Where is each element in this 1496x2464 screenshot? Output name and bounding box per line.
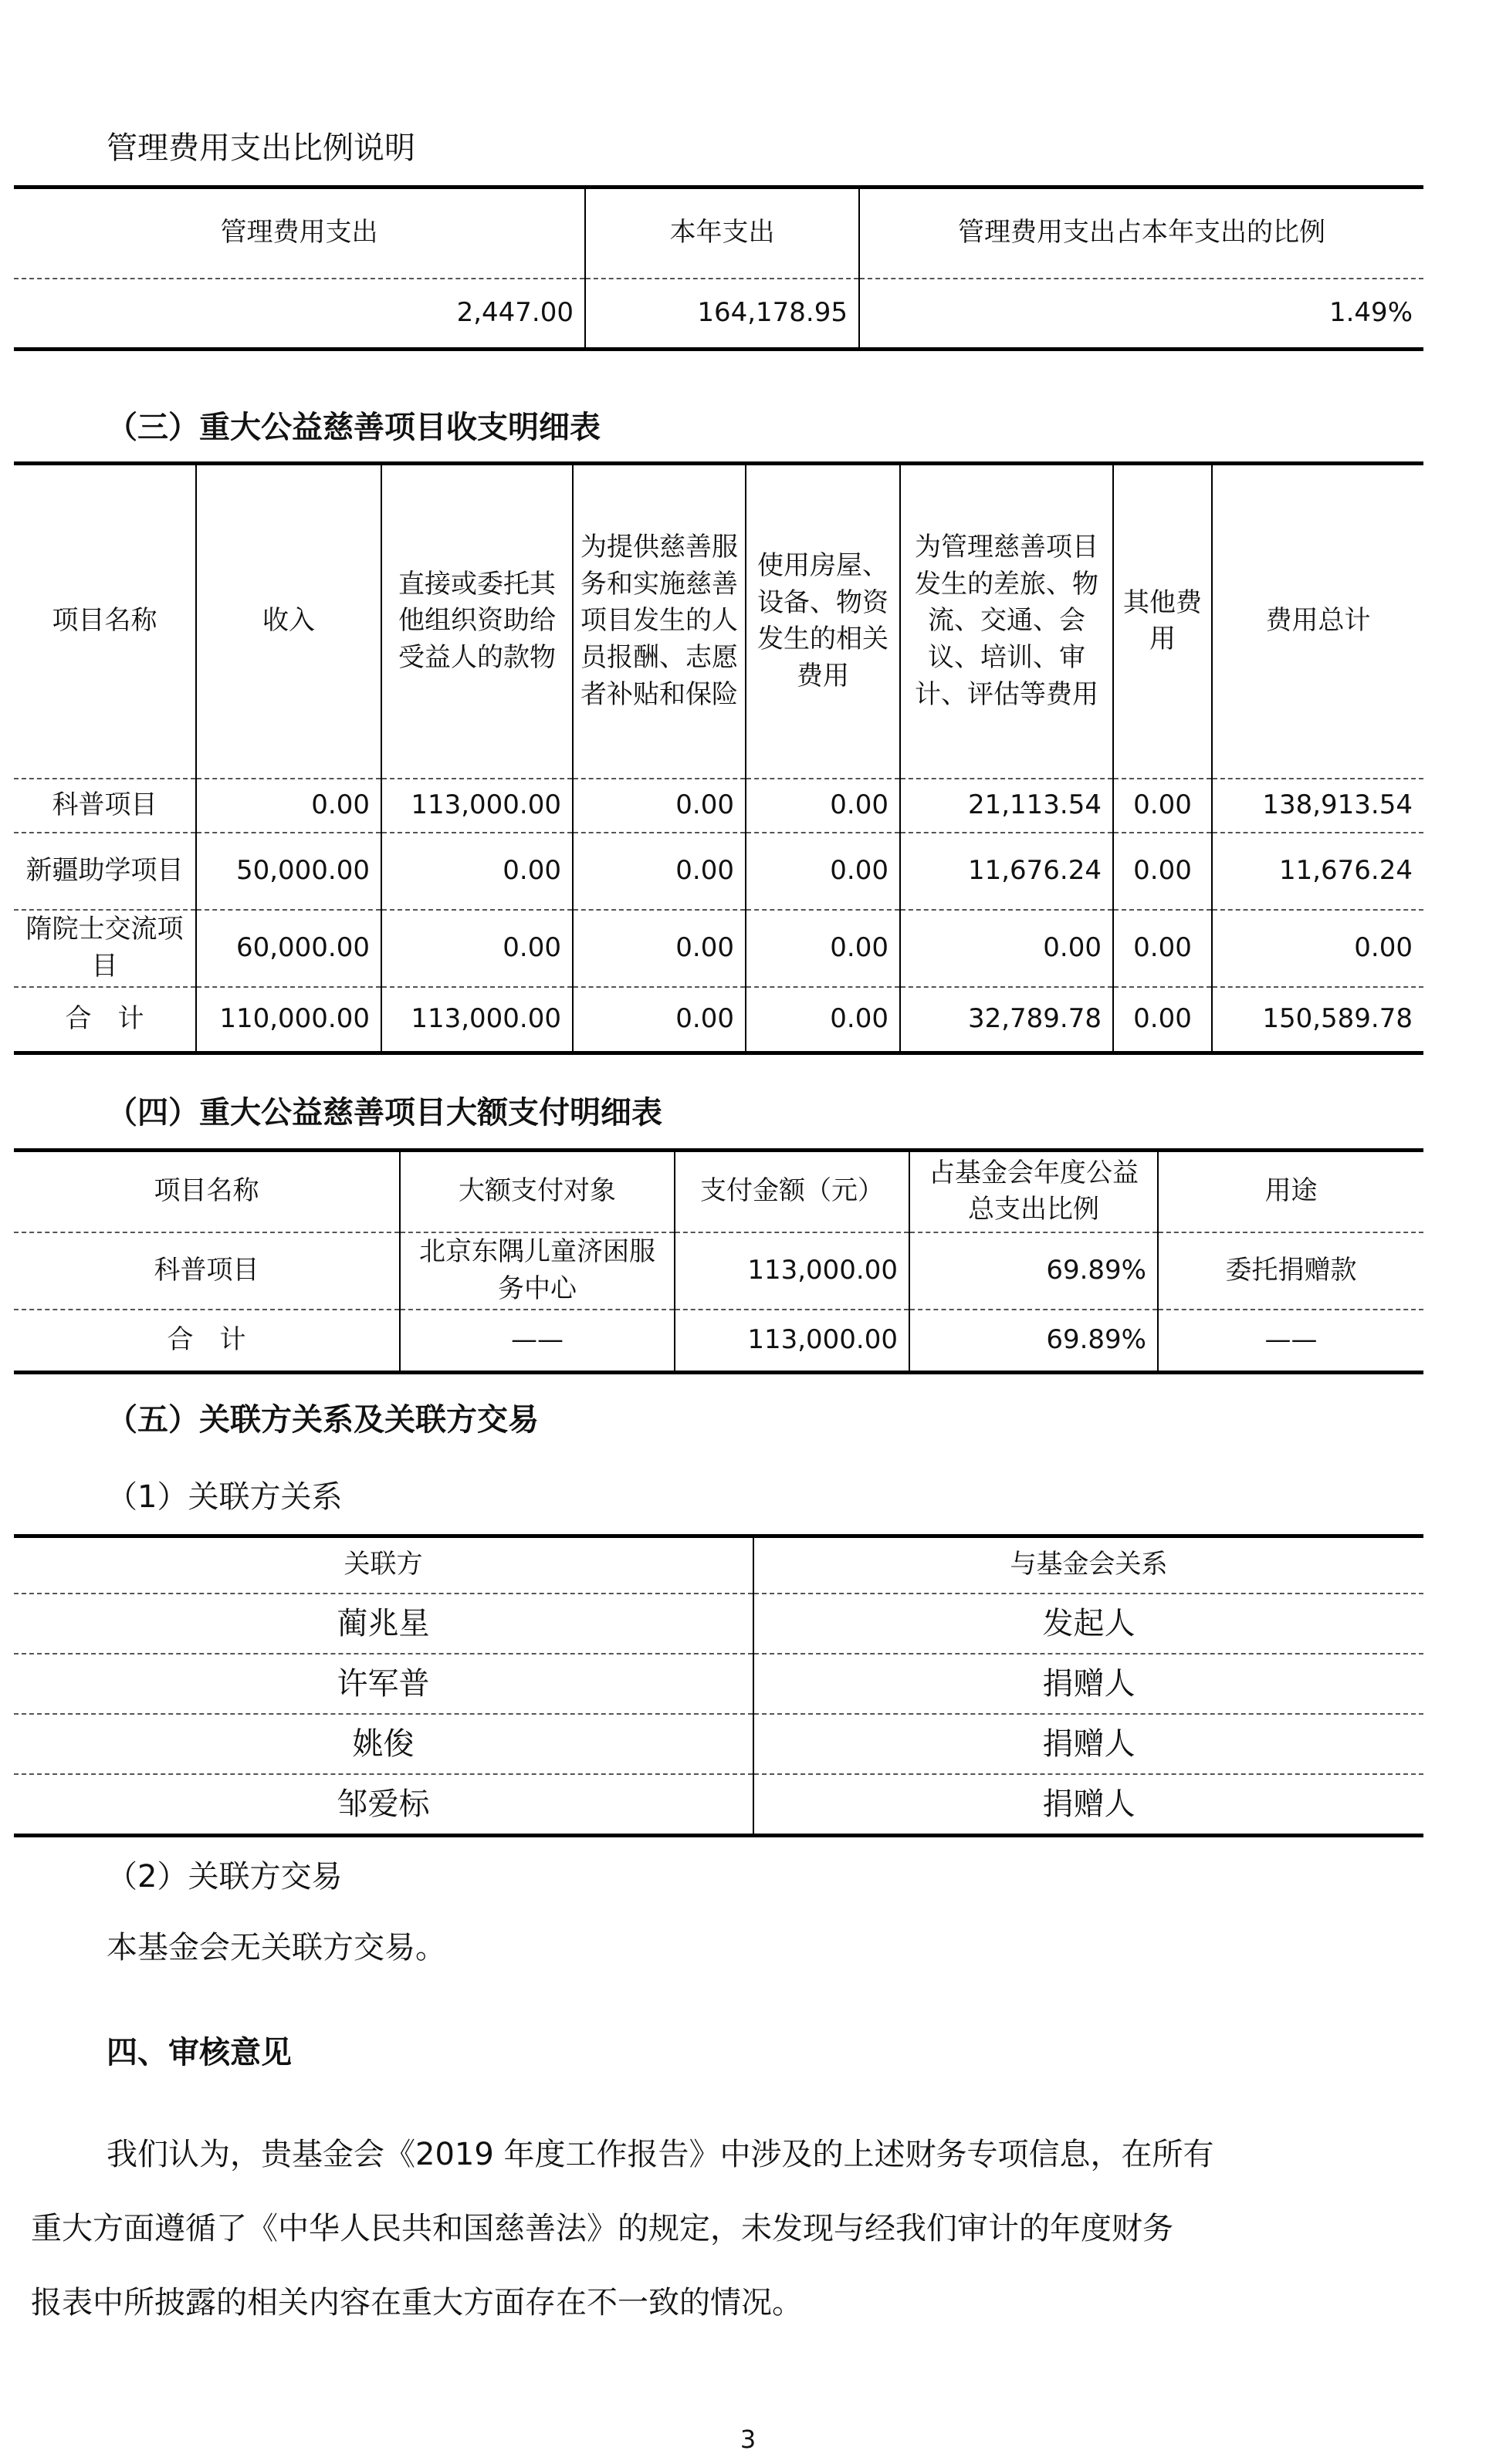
s3-cell: 科普项目 (14, 779, 196, 833)
s4-cell: 合 计 (167, 1323, 246, 1355)
s3-cell: 11,676.24 (1212, 833, 1423, 910)
mgmt-value-cell: 2,447.00 (456, 296, 574, 328)
table-row (14, 1714, 1423, 1774)
s3-cell: 0.00 (1212, 910, 1423, 987)
s4-header-cell: 项目名称 (14, 1151, 400, 1232)
s3-header-cell: 为管理慈善项目发生的差旅、物流、交通、会议、培训、审计、评估等费用 (900, 464, 1113, 779)
s5-cell: 姚俊 (14, 1714, 753, 1774)
s5-header-cell: 与基金会关系 (753, 1536, 1423, 1594)
mgmt-title: 管理费用支出比例说明 (107, 130, 415, 166)
s5-cell: 蔺兆星 (14, 1594, 753, 1654)
s4-cell: 69.89% (909, 1232, 1158, 1310)
s3-header-cell: 收入 (196, 464, 381, 779)
s3-cell: 0.00 (1113, 910, 1212, 987)
s3-cell: 0.00 (1113, 779, 1212, 833)
audit-line: 重大方面遵循了《中华人民共和国慈善法》的规定，未发现与经我们审计的年度财务 (31, 2211, 1173, 2246)
s3-header-cell: 费用总计 (1212, 464, 1423, 779)
mgmt-table (14, 185, 1423, 351)
s4-cell: 科普项目 (14, 1232, 400, 1310)
s3-cell: 60,000.00 (196, 910, 381, 987)
s3-cell: 150,589.78 (1212, 987, 1423, 1053)
s4-cell: —— (1158, 1310, 1423, 1373)
table-row (14, 987, 1423, 1053)
s3-cell: 0.00 (573, 833, 746, 910)
s3-cell: 0.00 (573, 987, 746, 1053)
s4-header-cell: 用途 (1158, 1151, 1423, 1232)
s4-header-cell: 大额支付对象 (400, 1151, 675, 1232)
s3-cell: 0.00 (746, 987, 900, 1053)
table-row (14, 1594, 1423, 1654)
s3-cell: 113,000.00 (381, 987, 573, 1053)
audit-line: 报表中所披露的相关内容在重大方面存在不一致的情况。 (31, 2285, 803, 2320)
mgmt-header-cell: 管理费用支出 (14, 188, 585, 279)
s3-cell: 0.00 (1113, 987, 1212, 1053)
s4-cell: 113,000.00 (675, 1310, 909, 1373)
s5-cell: 捐赠人 (753, 1654, 1423, 1714)
page-number: 3 (740, 2425, 756, 2454)
table-row (14, 1654, 1423, 1714)
mgmt-value-cell: 164,178.95 (585, 279, 859, 350)
s3-cell: 110,000.00 (196, 987, 381, 1053)
s5-cell: 邹爱标 (337, 1786, 430, 1822)
table-row (14, 910, 1423, 987)
s4-cell: —— (400, 1310, 675, 1373)
table-row (14, 779, 1423, 833)
s3-cell: 21,113.54 (900, 779, 1113, 833)
s3-header-cell: 直接或委托其他组织资助给受益人的款物 (381, 464, 573, 779)
s3-cell: 0.00 (196, 779, 381, 833)
s3-title: （三）重大公益慈善项目收支明细表 (107, 410, 601, 445)
s5-cell: 捐赠人 (753, 1714, 1423, 1774)
s3-header-cell: 为提供慈善服务和实施慈善项目发生的人员报酬、志愿者补贴和保险 (573, 464, 746, 779)
s5-header-cell: 关联方 (14, 1536, 753, 1594)
s5-cell: 许军普 (14, 1654, 753, 1714)
s4-header-cell: 支付金额（元） (675, 1151, 909, 1232)
s5-sub2: （2）关联方交易 (107, 1859, 343, 1894)
s3-cell: 32,789.78 (900, 987, 1113, 1053)
s3-cell: 0.00 (746, 833, 900, 910)
s3-header-cell: 使用房屋、设备、物资发生的相关费用 (746, 464, 900, 779)
s3-cell: 0.00 (573, 779, 746, 833)
s4-title: （四）重大公益慈善项目大额支付明细表 (107, 1095, 662, 1131)
s3-header-cell: 项目名称 (14, 464, 196, 779)
s3-cell: 0.00 (746, 779, 900, 833)
s3-cell: 合 计 (65, 1002, 144, 1034)
s5-sub1: （1）关联方关系 (107, 1479, 343, 1515)
mgmt-value-cell: 1.49% (859, 279, 1423, 350)
s5-cell: 发起人 (753, 1594, 1423, 1654)
s4-cell: 委托捐赠款 (1158, 1232, 1423, 1310)
table-row (14, 833, 1423, 910)
s4-cell: 北京东隅儿童济困服务中心 (400, 1232, 675, 1310)
table-row (14, 1310, 1423, 1373)
s4-header-cell: 占基金会年度公益总支出比例 (909, 1151, 1158, 1232)
s4-cell: 113,000.00 (675, 1232, 909, 1310)
s5-title: （五）关联方关系及关联方交易 (107, 1402, 539, 1438)
mgmt-header-cell: 管理费用支出占本年支出的比例 (859, 188, 1423, 279)
s3-cell: 0.00 (381, 910, 573, 987)
s3-cell: 0.00 (900, 910, 1113, 987)
s3-table (14, 461, 1423, 1055)
s3-cell: 0.00 (573, 910, 746, 987)
mgmt-header-cell: 本年支出 (585, 188, 859, 279)
s5-cell: 捐赠人 (753, 1774, 1423, 1836)
s3-cell: 新疆助学项目 (14, 833, 196, 910)
s5-sub2-text: 本基金会无关联方交易。 (107, 1930, 446, 1965)
s3-header-cell: 其他费用 (1113, 464, 1212, 779)
s4-cell: 69.89% (909, 1310, 1158, 1373)
audit-line: 我们认为，贵基金会《2019 年度工作报告》中涉及的上述财务专项信息，在所有 (107, 2137, 1214, 2172)
s3-cell: 50,000.00 (196, 833, 381, 910)
s3-cell: 113,000.00 (381, 779, 573, 833)
audit-title: 四、审核意见 (107, 2035, 292, 2070)
s3-cell: 138,913.54 (1212, 779, 1423, 833)
table-row (14, 1232, 1423, 1310)
s3-cell: 隋院士交流项目 (14, 910, 196, 987)
s5-table (14, 1534, 1423, 1837)
s4-table (14, 1148, 1423, 1374)
s3-cell: 0.00 (746, 910, 900, 987)
s3-cell: 11,676.24 (900, 833, 1113, 910)
s3-cell: 0.00 (1113, 833, 1212, 910)
table-row (14, 1774, 1423, 1836)
s3-cell: 0.00 (381, 833, 573, 910)
